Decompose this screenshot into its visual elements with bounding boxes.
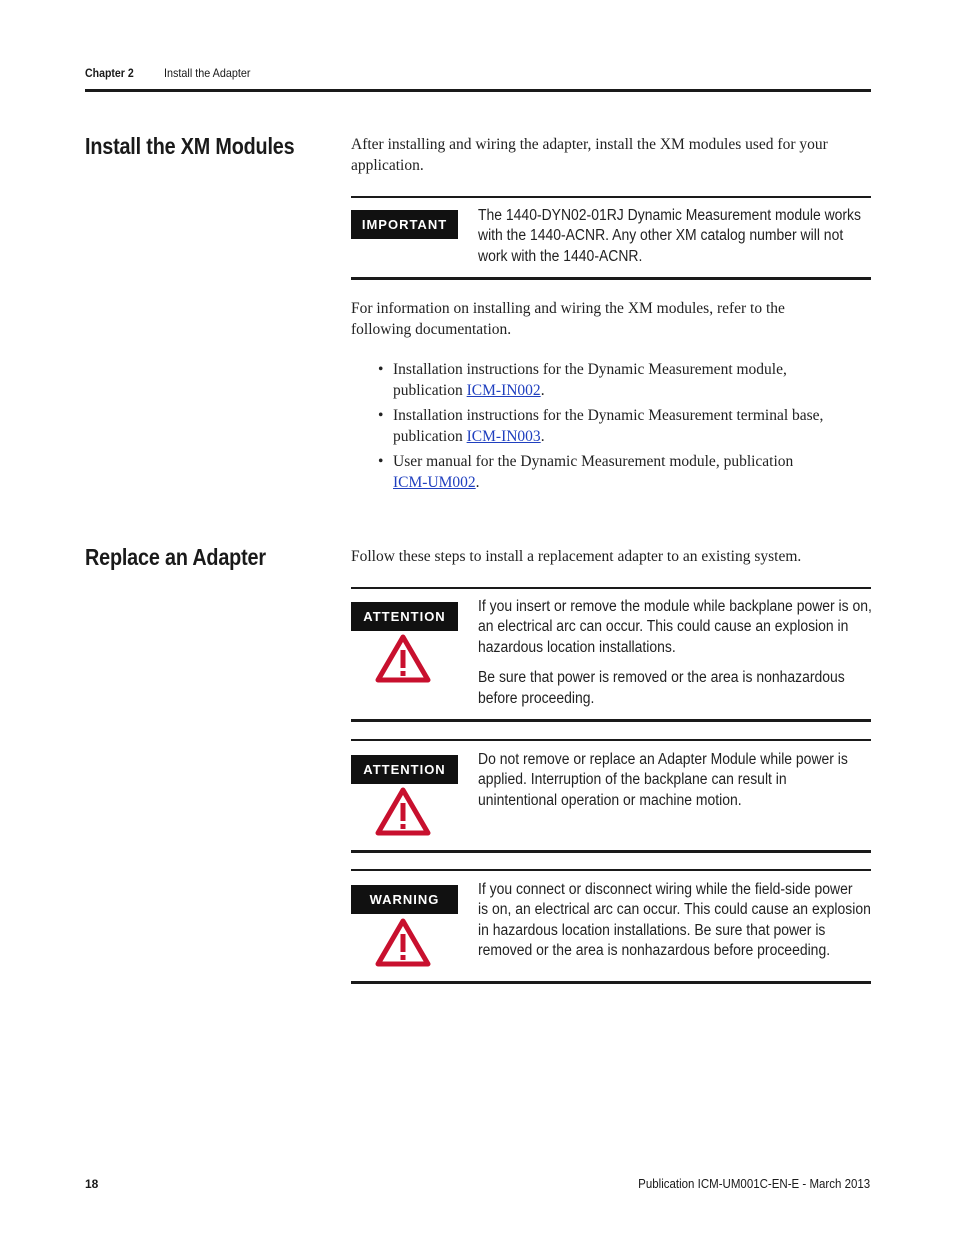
text-line: For information on installing and wiring the XM modules, refer to the [351,300,785,317]
text-line: application. [351,157,424,174]
list-item-text: Installation instructions for the Dynamic Measurement module, [393,361,787,378]
list-item-text: Installation instructions for the Dynamic Measurement terminal base, [393,407,824,424]
bullet-icon: • [378,453,384,470]
link-icm-um002[interactable]: ICM-UM002 [393,474,476,491]
bullet-icon: • [378,361,384,378]
text-line: work with the 1440-ACNR. [478,247,643,265]
warning-triangle-icon [375,787,431,837]
warning-notice [351,869,871,984]
text-line: After installing and wiring the adapter, install the XM modules used for your [351,136,828,153]
warning-triangle-icon [375,634,431,684]
section-heading-install-xm-modules: Install the XM Modules [85,133,295,159]
text-line: hazardous location installations. [478,638,676,656]
link-icm-in002[interactable]: ICM-IN002 [466,382,541,399]
list-item [378,405,866,447]
text-line: in hazardous location installations. Be sure that power is [478,921,826,939]
text-line: with the 1440-ACNR. Any other XM catalog number will not [478,227,844,245]
list-item-text: User manual for the Dynamic Measurement module, publication [393,453,794,470]
punctuation: . [540,428,545,445]
publication-prefix: publication [393,428,467,445]
warning-triangle-icon [375,918,431,968]
text-line: If you connect or disconnect wiring while the field-side power [478,881,853,898]
publication-id: Publication ICM-UM001C-EN-E - March 2013 [638,1177,870,1191]
important-text [478,206,870,267]
text-line: is on, an electrical arc can occur. This could cause an explosion [478,901,871,919]
text-line: removed or the area is nonhazardous before proceeding. [478,942,831,960]
text-line: following documentation. [351,321,512,338]
page-header [85,66,871,92]
text-line: Do not remove or replace an Adapter Module while power is [478,751,848,768]
bullet-icon: • [378,407,384,424]
section-heading-replace-adapter: Replace an Adapter [85,544,266,570]
text-line: Be sure that power is removed or the area is nonhazardous [478,669,845,687]
important-label: IMPORTANT [351,210,458,239]
publication-prefix: publication [393,382,467,399]
text-line: If you insert or remove the module while backplane power is on, [478,598,872,615]
chapter-label: Chapter 2 [85,66,134,80]
page-number: 18 [85,1177,99,1191]
punctuation: . [475,474,480,491]
warning-text [478,880,870,962]
attention-label: ATTENTION [351,602,458,631]
documentation-list [378,359,866,497]
documentation-intro [351,298,866,340]
chapter-title: Install the Adapter [164,66,251,80]
text-line: an electrical arc can occur. This could cause an explosion in [478,618,849,636]
list-item [378,359,866,401]
replace-intro: Follow these steps to install a replacement adapter to an existing system. [351,548,802,565]
warning-label: WARNING [351,885,458,914]
text-line: applied. Interruption of the backplane can result in [478,771,787,789]
attention-text-2 [478,750,870,811]
attention-notice-2 [351,739,871,853]
install-intro [351,134,866,176]
important-notice [351,196,871,280]
attention-notice-1 [351,587,871,722]
text-line: unintentional operation or machine motion. [478,791,742,809]
punctuation: . [540,382,545,399]
attention-label: ATTENTION [351,755,458,784]
list-item [378,451,866,493]
text-line: The 1440-DYN02-01RJ Dynamic Measurement module works [478,207,862,224]
link-icm-in003[interactable]: ICM-IN003 [466,428,541,445]
attention-text-1 [478,597,870,709]
text-line: before proceeding. [478,689,595,707]
